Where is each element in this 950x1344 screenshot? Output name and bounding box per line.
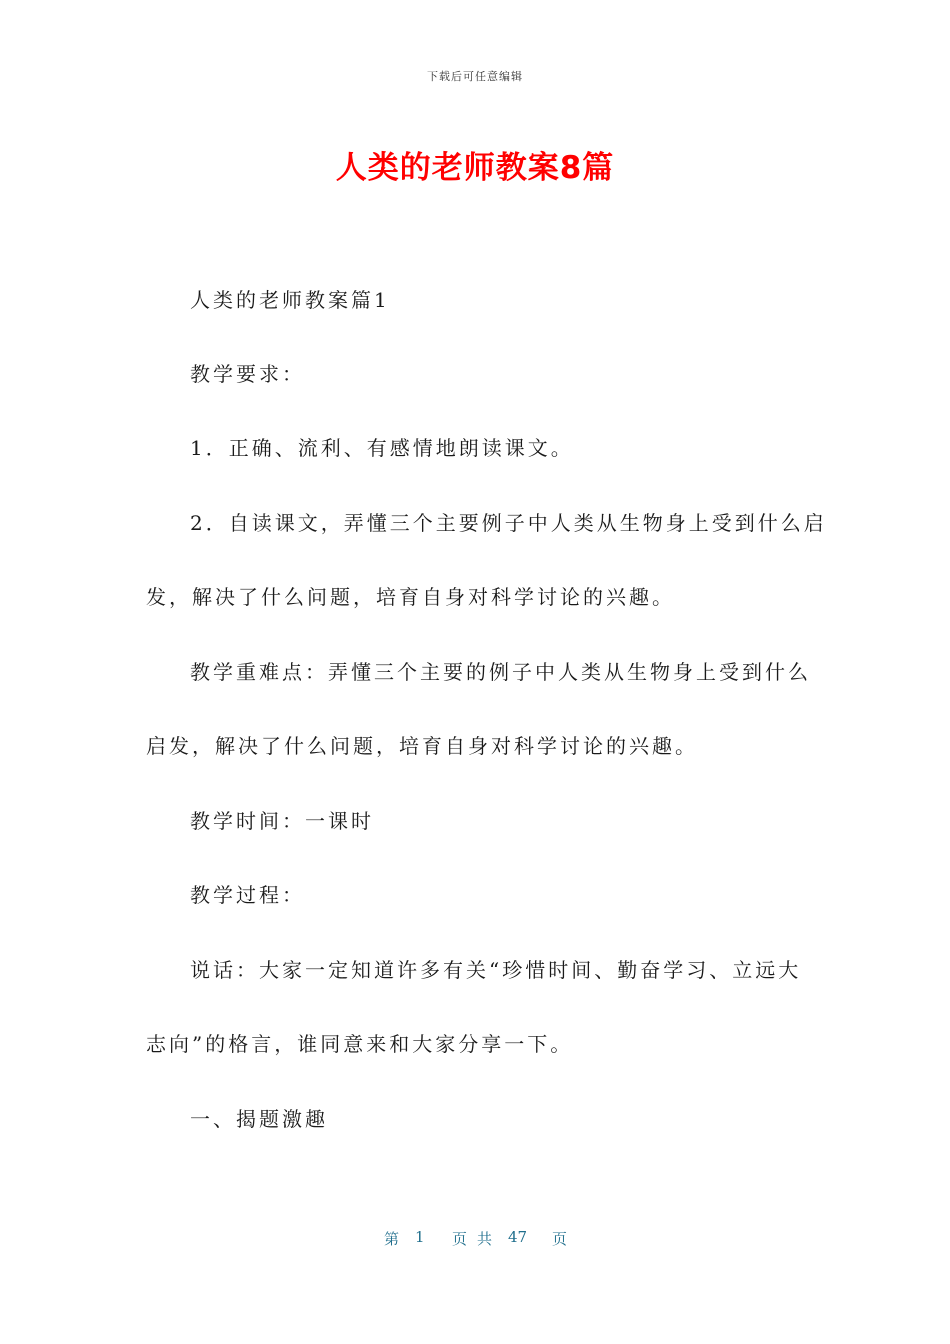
paragraph-requirement-1: 1．正确、流利、有感情地朗读课文。 — [190, 436, 574, 460]
footer-label-page-unit: 页 — [452, 1230, 468, 1248]
paragraph-requirement-2-line-2: 发，解决了什么问题，培育自身对科学讨论的兴趣。 — [146, 585, 675, 609]
paragraph-teaching-process: 教学过程： — [190, 883, 305, 907]
paragraph-requirements-label: 教学要求： — [190, 362, 305, 386]
footer-page-total: 47 — [508, 1228, 528, 1246]
footer-label-total: 共 — [477, 1230, 493, 1248]
header-note: 下载后可任意编辑 — [427, 70, 523, 83]
paragraph-key-points-line-1: 教学重难点：弄懂三个主要的例子中人类从生物身上受到什么 — [190, 660, 811, 684]
paragraph-step-1: 一、揭题激趣 — [190, 1107, 328, 1131]
document-title: 人类的老师教案8篇 — [335, 150, 615, 186]
paragraph-speaking-line-1: 说话：大家一定知道许多有关“珍惜时间、勤奋学习、立远大 — [190, 958, 802, 982]
paragraph-speaking-line-2: 志向”的格言，谁同意来和大家分享一下。 — [146, 1032, 574, 1056]
paragraph-teaching-time: 教学时间：一课时 — [190, 809, 374, 833]
paragraph-requirement-2-line-1: 2．自读课文，弄懂三个主要例子中人类从生物身上受到什么启 — [190, 511, 827, 535]
footer-page-current: 1 — [415, 1228, 425, 1246]
paragraph-key-points-line-2: 启发，解决了什么问题，培育自身对科学讨论的兴趣。 — [146, 734, 698, 758]
footer-label-page: 第 — [384, 1230, 400, 1248]
paragraph-section-heading: 人类的老师教案篇1 — [190, 288, 390, 312]
footer-label-total-unit: 页 — [552, 1230, 568, 1248]
